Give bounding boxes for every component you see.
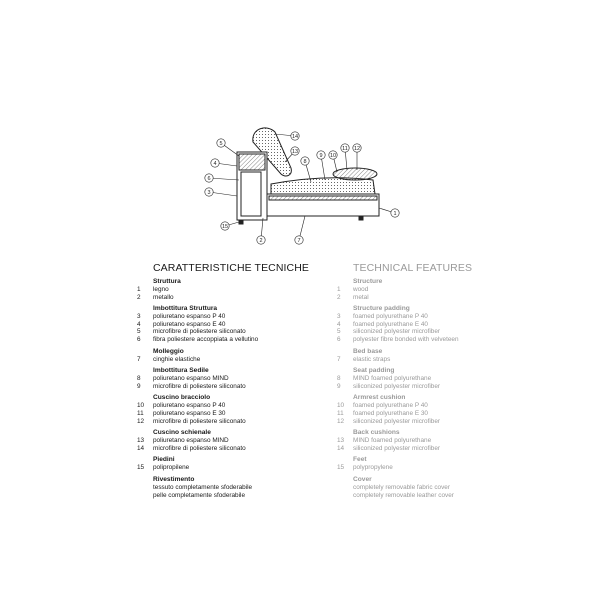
spec-section: [137, 367, 327, 390]
spec-item-text: foamed polyurethane E 30: [353, 409, 428, 417]
foot-right: [359, 216, 363, 220]
spec-section-title: Cuscino bracciolo: [153, 394, 211, 402]
spec-item-text: poliuretano espanso MIND: [153, 375, 229, 383]
callout-number: 4: [213, 161, 217, 167]
spec-section: [337, 278, 527, 301]
spec-item-number: 14: [137, 444, 145, 452]
spec-item: [337, 375, 527, 383]
spec-item-number: 1: [137, 286, 141, 293]
seat-cushion: [271, 178, 375, 196]
spec-item-number: 15: [337, 464, 345, 472]
spec-item-text: MIND foamed polyurethane: [353, 375, 432, 383]
spec-item-number: 8: [137, 375, 141, 383]
spec-section-title: Structure: [353, 278, 383, 285]
callout-number: 14: [291, 134, 299, 140]
spec-item-number: 12: [337, 417, 345, 425]
spec-section: [337, 456, 527, 472]
spec-section-title: Molleggio: [153, 347, 184, 355]
spec-item: [137, 321, 327, 329]
callout-number: 1: [393, 211, 397, 217]
spec-item: [337, 484, 527, 492]
spec-item-text: poliuretano espanso E 30: [153, 409, 226, 417]
spec-item: [137, 437, 327, 445]
spec-item: [137, 484, 327, 492]
spec-section-title: Cuscino schienale: [153, 429, 211, 437]
spec-section-title: Structure padding: [353, 305, 410, 313]
spec-item-text: completely removable leather cover: [353, 491, 454, 499]
spec-section: [337, 367, 527, 390]
spec-section: [337, 476, 527, 499]
spec-section-title: Rivestimento: [153, 475, 195, 483]
spec-item-number: 13: [137, 437, 145, 445]
spec-item-number: 4: [337, 320, 341, 328]
spec-item: [137, 294, 327, 302]
spec-item: [337, 313, 527, 321]
callout-number: 12: [353, 146, 361, 152]
spec-item-number: 3: [337, 313, 341, 321]
spec-item-number: 4: [137, 320, 141, 328]
callout-number: 3: [207, 190, 211, 196]
spec-item-text: cinghie elastiche: [153, 355, 201, 363]
foot-left: [239, 220, 243, 224]
spec-section: [337, 394, 527, 425]
spec-item-text: polyester fibre bonded with velveteen: [353, 335, 459, 343]
callout-number: 13: [291, 149, 299, 155]
spec-item-number: 14: [337, 444, 345, 452]
spec-section: [137, 429, 327, 452]
spec-item: [337, 402, 527, 410]
spec-section: [137, 348, 327, 364]
spec-item-text: foamed polyurethane E 40: [353, 320, 428, 328]
spec-item: [137, 410, 327, 418]
spec-section: [137, 394, 327, 425]
spec-item-text: microfibre di poliestere siliconato: [153, 328, 246, 336]
spec-section-title: Armrest cushion: [353, 394, 406, 402]
spec-item: [337, 321, 527, 329]
spec-section-title: Back cushions: [353, 429, 400, 437]
spec-section: [137, 305, 327, 343]
callout-number: 2: [259, 238, 263, 244]
spec-item: [337, 418, 527, 426]
italian-specs: [137, 262, 327, 499]
spec-item: [337, 464, 527, 472]
spec-item-text: foamed polyurethane P 40: [353, 402, 428, 410]
spec-item-number: 6: [137, 335, 141, 343]
spec-item: [337, 492, 527, 500]
spec-item-text: microfibre di poliestere siliconato: [153, 382, 246, 390]
spec-item-number: 3: [137, 313, 141, 321]
spec-item-number: 9: [137, 382, 141, 390]
spec-item: [137, 328, 327, 336]
english-heading: TECHNICAL FEATURES: [353, 262, 473, 274]
spec-item: [137, 464, 327, 472]
spec-item-text: polypropylene: [353, 464, 393, 472]
spec-item-text: poliuretano espanso MIND: [153, 437, 229, 445]
spec-item-number: 6: [337, 335, 341, 343]
spec-item-number: [337, 492, 353, 500]
spec-item-number: 5: [337, 328, 341, 336]
spec-item-text: polipropilene: [153, 464, 190, 472]
spec-section: [337, 429, 527, 452]
spec-item-text: elastic straps: [353, 355, 391, 363]
spec-item-number: 2: [137, 293, 141, 301]
italian-sections: [137, 278, 327, 499]
spec-item: [137, 286, 327, 294]
spec-item-text: metallo: [153, 293, 174, 301]
spec-section: [337, 348, 527, 364]
callout-number: 11: [342, 146, 348, 152]
spec-item-number: 13: [337, 437, 345, 445]
spec-item-text: siliconized polyester microfiber: [353, 382, 441, 390]
spec-item-number: 11: [137, 409, 144, 417]
spec-section-title: Cover: [353, 475, 372, 483]
spec-item: [137, 492, 327, 500]
spec-item-number: [137, 492, 153, 500]
spec-section: [137, 278, 327, 301]
spec-item: [137, 445, 327, 453]
callout-number: 6: [207, 176, 211, 182]
spec-item-number: 10: [337, 402, 345, 410]
spec-section-title: Imbottitura Struttura: [153, 305, 218, 313]
callout-number: 9: [319, 153, 323, 159]
spec-item-text: legno: [153, 286, 169, 293]
spec-item-text: poliuretano espanso E 40: [153, 320, 226, 328]
spec-item-number: 1: [337, 286, 341, 293]
spec-section-title: Imbottitura Sedile: [153, 367, 209, 375]
sofa-section-diagram: [195, 118, 410, 248]
spec-item-text: completely removable fabric cover: [353, 483, 450, 491]
spec-section: [137, 476, 327, 499]
spec-item-text: microfibre di poliestere siliconato: [153, 417, 246, 425]
spec-item-text: pelle completamente sfoderabile: [153, 491, 246, 499]
spec-item-text: wood: [353, 286, 369, 293]
spec-item: [337, 286, 527, 294]
spec-item-number: 11: [337, 409, 344, 417]
spec-section-title: Struttura: [153, 278, 181, 285]
armrest-cushion: [333, 168, 377, 180]
spec-item-number: 5: [137, 328, 141, 336]
spec-item: [337, 410, 527, 418]
spec-item-text: fibra poliestere accoppiata a vellutino: [153, 335, 259, 343]
spec-section-title: Feet: [353, 456, 367, 464]
spec-item-text: siliconized polyester microfiber: [353, 444, 441, 452]
callout-number: 8: [303, 159, 307, 165]
spec-item-text: metal: [353, 293, 369, 301]
spec-item-text: siliconized polyester microfiber: [353, 417, 441, 425]
spec-item-text: foamed polyurethane P 40: [353, 313, 428, 321]
spec-item: [137, 375, 327, 383]
spec-section: [337, 305, 527, 343]
spec-item-number: 10: [137, 402, 145, 410]
callout-number: 10: [329, 153, 337, 159]
spec-item: [137, 418, 327, 426]
callout-number: 5: [219, 141, 223, 147]
spec-section-title: Seat padding: [353, 367, 395, 375]
spec-section: [137, 456, 327, 472]
spec-item-text: MIND foamed polyurethane: [353, 437, 432, 445]
spec-item: [137, 402, 327, 410]
spec-item: [337, 294, 527, 302]
spec-section-title: Bed base: [353, 347, 383, 355]
spec-item-text: poliuretano espanso P 40: [153, 313, 226, 321]
spec-item: [337, 437, 527, 445]
english-sections: [337, 278, 527, 499]
spec-item-number: 8: [337, 375, 341, 383]
spec-item-text: tessuto completamente sfoderabile: [153, 483, 253, 491]
spec-item: [337, 356, 527, 364]
spec-item-number: [337, 484, 353, 492]
spec-item-text: poliuretano espanso P 40: [153, 402, 226, 410]
spec-item: [337, 336, 527, 344]
spec-item: [337, 383, 527, 391]
spec-item-number: 9: [337, 382, 341, 390]
spec-item-number: 7: [137, 355, 141, 363]
spec-item-number: [137, 484, 153, 492]
spec-item: [137, 356, 327, 364]
spec-item: [137, 383, 327, 391]
callout-number: 7: [297, 238, 301, 244]
spec-item: [337, 328, 527, 336]
italian-heading: CARATTERISTICHE TECNICHE: [153, 262, 310, 274]
english-specs: [337, 262, 527, 499]
spec-item: [137, 313, 327, 321]
spec-item: [137, 336, 327, 344]
callout-number: 15: [221, 224, 229, 230]
spec-item-number: 15: [137, 464, 145, 472]
spec-item: [337, 445, 527, 453]
spec-item-number: 7: [337, 355, 341, 363]
callout-leader: [209, 178, 239, 180]
spec-item-number: 12: [137, 417, 145, 425]
spec-item-text: siliconized polyester microfiber: [353, 328, 441, 336]
spec-item-number: 2: [337, 293, 341, 301]
spec-item-text: microfibre di poliestere siliconato: [153, 444, 246, 452]
spec-section-title: Piedini: [153, 456, 175, 464]
